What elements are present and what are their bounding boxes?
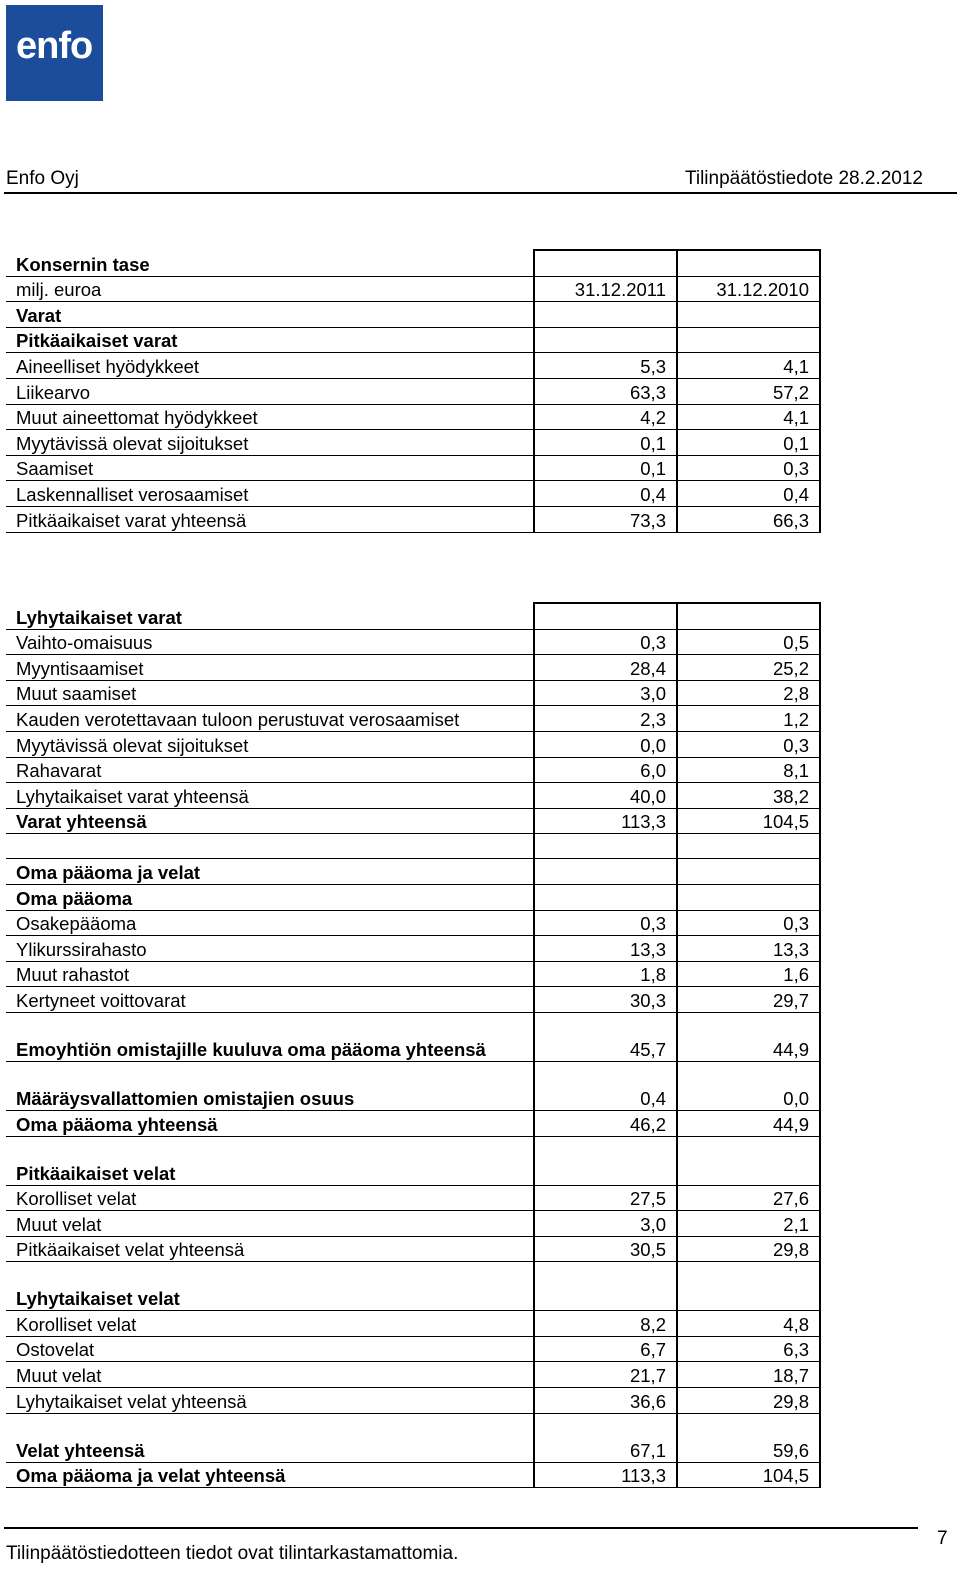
value-2010: 2,1 — [677, 1211, 820, 1237]
table-row — [6, 936, 820, 962]
row-label: Pitkäaikaiset velat yhteensä — [6, 1236, 534, 1262]
row-label: Ostovelat — [6, 1336, 534, 1362]
table-row — [6, 731, 820, 757]
row-label: Korolliset velat — [6, 1311, 534, 1337]
value-2010 — [677, 603, 820, 629]
company-name: Enfo Oyj — [6, 168, 79, 189]
value-2011: 6,0 — [534, 757, 677, 783]
row-label: Muut aineettomat hyödykkeet — [6, 404, 534, 430]
value-2011: 0,3 — [534, 910, 677, 936]
table-row — [6, 706, 820, 732]
value-2011 — [534, 884, 677, 910]
value-2010: 1,6 — [677, 961, 820, 987]
row-label: Laskennalliset verosaamiset — [6, 481, 534, 507]
table-row — [6, 455, 820, 481]
value-2011: 31.12.2011 — [534, 276, 677, 302]
row-label: Emoyhtiön omistajille kuuluva oma pääoma yhteensä — [6, 1012, 534, 1061]
value-2011: 8,2 — [534, 1311, 677, 1337]
value-2011 — [534, 327, 677, 353]
value-2011 — [534, 834, 677, 859]
table-row — [6, 1336, 820, 1362]
row-label: Korolliset velat — [6, 1185, 534, 1211]
row-label: Pitkäaikaiset velat — [6, 1136, 534, 1185]
row-label: Pitkäaikaiset varat — [6, 327, 534, 353]
value-2010: 44,9 — [677, 1110, 820, 1136]
row-label: Vaihto-omaisuus — [6, 629, 534, 655]
row-label: Myytävissä olevat sijoitukset — [6, 731, 534, 757]
value-2010: 29,8 — [677, 1388, 820, 1414]
table-row — [6, 1211, 820, 1237]
table-row — [6, 1462, 820, 1488]
table-row — [6, 834, 820, 859]
table-row — [6, 1012, 820, 1061]
table-row — [6, 655, 820, 681]
table-row — [6, 783, 820, 809]
table-row — [6, 1362, 820, 1388]
row-label: Kertyneet voittovarat — [6, 987, 534, 1013]
value-2010: 57,2 — [677, 378, 820, 404]
row-label: Rahavarat — [6, 757, 534, 783]
value-2010 — [677, 1136, 820, 1185]
value-2011: 0,4 — [534, 1061, 677, 1110]
table-row — [6, 910, 820, 936]
value-2011: 0,3 — [534, 629, 677, 655]
table-row — [6, 1236, 820, 1262]
value-2011: 113,3 — [534, 1462, 677, 1488]
value-2011: 0,0 — [534, 731, 677, 757]
value-2010: 31.12.2010 — [677, 276, 820, 302]
row-label: Muut velat — [6, 1211, 534, 1237]
row-label: Muut velat — [6, 1362, 534, 1388]
enfo-logo — [6, 5, 103, 101]
value-2011: 45,7 — [534, 1012, 677, 1061]
row-label: Pitkäaikaiset varat yhteensä — [6, 506, 534, 532]
row-label: Aineelliset hyödykkeet — [6, 353, 534, 379]
table-row — [6, 1311, 820, 1337]
row-label: Kauden verotettavaan tuloon perustuvat verosaamiset — [6, 706, 534, 732]
value-2010 — [677, 250, 820, 276]
value-2011: 28,4 — [534, 655, 677, 681]
row-label: Ylikurssirahasto — [6, 936, 534, 962]
value-2011: 40,0 — [534, 783, 677, 809]
value-2010: 2,8 — [677, 680, 820, 706]
value-2011: 4,2 — [534, 404, 677, 430]
value-2010: 0,4 — [677, 481, 820, 507]
row-label: Lyhytaikaiset varat yhteensä — [6, 783, 534, 809]
value-2010 — [677, 884, 820, 910]
value-2011: 6,7 — [534, 1336, 677, 1362]
table-row — [6, 1061, 820, 1110]
table-row — [6, 250, 820, 276]
row-label: Velat yhteensä — [6, 1413, 534, 1462]
row-label: Myyntisaamiset — [6, 655, 534, 681]
value-2011 — [534, 250, 677, 276]
table-row — [6, 987, 820, 1013]
table-row — [6, 1185, 820, 1211]
value-2011: 0,1 — [534, 455, 677, 481]
row-label — [6, 834, 534, 859]
footer-note: Tilinpäätöstiedotteen tiedot ovat tilintarkastamattomia. — [6, 1543, 459, 1564]
value-2010: 44,9 — [677, 1012, 820, 1061]
value-2011: 21,7 — [534, 1362, 677, 1388]
table-row — [6, 404, 820, 430]
page-number: 7 — [937, 1528, 948, 1549]
row-label: Muut saamiset — [6, 680, 534, 706]
table-row — [6, 603, 820, 629]
table-row — [6, 506, 820, 532]
value-2010: 0,0 — [677, 1061, 820, 1110]
row-label: Varat yhteensä — [6, 808, 534, 834]
table-row — [6, 378, 820, 404]
table-row — [6, 327, 820, 353]
row-label: Lyhytaikaiset velat yhteensä — [6, 1388, 534, 1414]
row-label: Oma pääoma ja velat — [6, 859, 534, 885]
value-2011: 30,5 — [534, 1236, 677, 1262]
table-row — [6, 302, 820, 328]
value-2010: 104,5 — [677, 808, 820, 834]
value-2010: 59,6 — [677, 1413, 820, 1462]
value-2010: 4,1 — [677, 404, 820, 430]
table-row — [6, 430, 820, 456]
value-2011: 36,6 — [534, 1388, 677, 1414]
row-label: Saamiset — [6, 455, 534, 481]
value-2010: 0,3 — [677, 731, 820, 757]
logo-text: enfo — [16, 25, 93, 67]
row-label: Lyhytaikaiset varat — [6, 603, 534, 629]
value-2010 — [677, 302, 820, 328]
value-2010 — [677, 327, 820, 353]
value-2010: 0,5 — [677, 629, 820, 655]
row-label: milj. euroa — [6, 276, 534, 302]
table-row — [6, 629, 820, 655]
document-title: Tilinpäätöstiedote 28.2.2012 — [684, 168, 923, 189]
value-2011: 30,3 — [534, 987, 677, 1013]
value-2011: 67,1 — [534, 1413, 677, 1462]
value-2010 — [677, 834, 820, 859]
row-label: Konsernin tase — [6, 250, 534, 276]
header-divider — [4, 192, 957, 194]
table-row — [6, 1262, 820, 1311]
value-2010: 29,8 — [677, 1236, 820, 1262]
table-row — [6, 1110, 820, 1136]
value-2010: 38,2 — [677, 783, 820, 809]
value-2010: 0,1 — [677, 430, 820, 456]
value-2011 — [534, 1136, 677, 1185]
value-2011: 3,0 — [534, 680, 677, 706]
value-2010: 13,3 — [677, 936, 820, 962]
value-2011: 5,3 — [534, 353, 677, 379]
row-label: Muut rahastot — [6, 961, 534, 987]
value-2011 — [534, 1262, 677, 1311]
value-2010: 66,3 — [677, 506, 820, 532]
table-row — [6, 1136, 820, 1185]
value-2010 — [677, 1262, 820, 1311]
value-2011 — [534, 859, 677, 885]
value-2010: 6,3 — [677, 1336, 820, 1362]
value-2010: 8,1 — [677, 757, 820, 783]
row-label: Varat — [6, 302, 534, 328]
balance-sheet-table-assets-noncurrent — [6, 249, 821, 533]
value-2010: 29,7 — [677, 987, 820, 1013]
value-2010: 4,1 — [677, 353, 820, 379]
value-2010 — [677, 859, 820, 885]
value-2010: 27,6 — [677, 1185, 820, 1211]
value-2011: 73,3 — [534, 506, 677, 532]
value-2011: 113,3 — [534, 808, 677, 834]
value-2011: 46,2 — [534, 1110, 677, 1136]
value-2011: 0,1 — [534, 430, 677, 456]
table-row — [6, 481, 820, 507]
row-label: Oma pääoma ja velat yhteensä — [6, 1462, 534, 1488]
table-row — [6, 808, 820, 834]
table-row — [6, 859, 820, 885]
table-row — [6, 757, 820, 783]
row-label: Myytävissä olevat sijoitukset — [6, 430, 534, 456]
value-2011: 2,3 — [534, 706, 677, 732]
value-2010: 18,7 — [677, 1362, 820, 1388]
row-label: Lyhytaikaiset velat — [6, 1262, 534, 1311]
value-2011: 13,3 — [534, 936, 677, 962]
table-row — [6, 961, 820, 987]
table-row — [6, 680, 820, 706]
row-label: Oma pääoma — [6, 884, 534, 910]
table-row — [6, 1413, 820, 1462]
value-2010: 1,2 — [677, 706, 820, 732]
value-2011: 27,5 — [534, 1185, 677, 1211]
value-2011: 0,4 — [534, 481, 677, 507]
value-2011 — [534, 302, 677, 328]
table-row — [6, 884, 820, 910]
row-label: Määräysvallattomien omistajien osuus — [6, 1061, 534, 1110]
value-2011 — [534, 603, 677, 629]
value-2010: 0,3 — [677, 910, 820, 936]
value-2011: 63,3 — [534, 378, 677, 404]
value-2010: 4,8 — [677, 1311, 820, 1337]
footer-divider — [4, 1527, 918, 1529]
value-2011: 3,0 — [534, 1211, 677, 1237]
table-row — [6, 276, 820, 302]
value-2011: 1,8 — [534, 961, 677, 987]
row-label: Oma pääoma yhteensä — [6, 1110, 534, 1136]
value-2010: 104,5 — [677, 1462, 820, 1488]
balance-sheet-table-continued — [6, 602, 821, 1488]
value-2010: 0,3 — [677, 455, 820, 481]
table-row — [6, 1388, 820, 1414]
table-row — [6, 353, 820, 379]
row-label: Osakepääoma — [6, 910, 534, 936]
row-label: Liikearvo — [6, 378, 534, 404]
value-2010: 25,2 — [677, 655, 820, 681]
